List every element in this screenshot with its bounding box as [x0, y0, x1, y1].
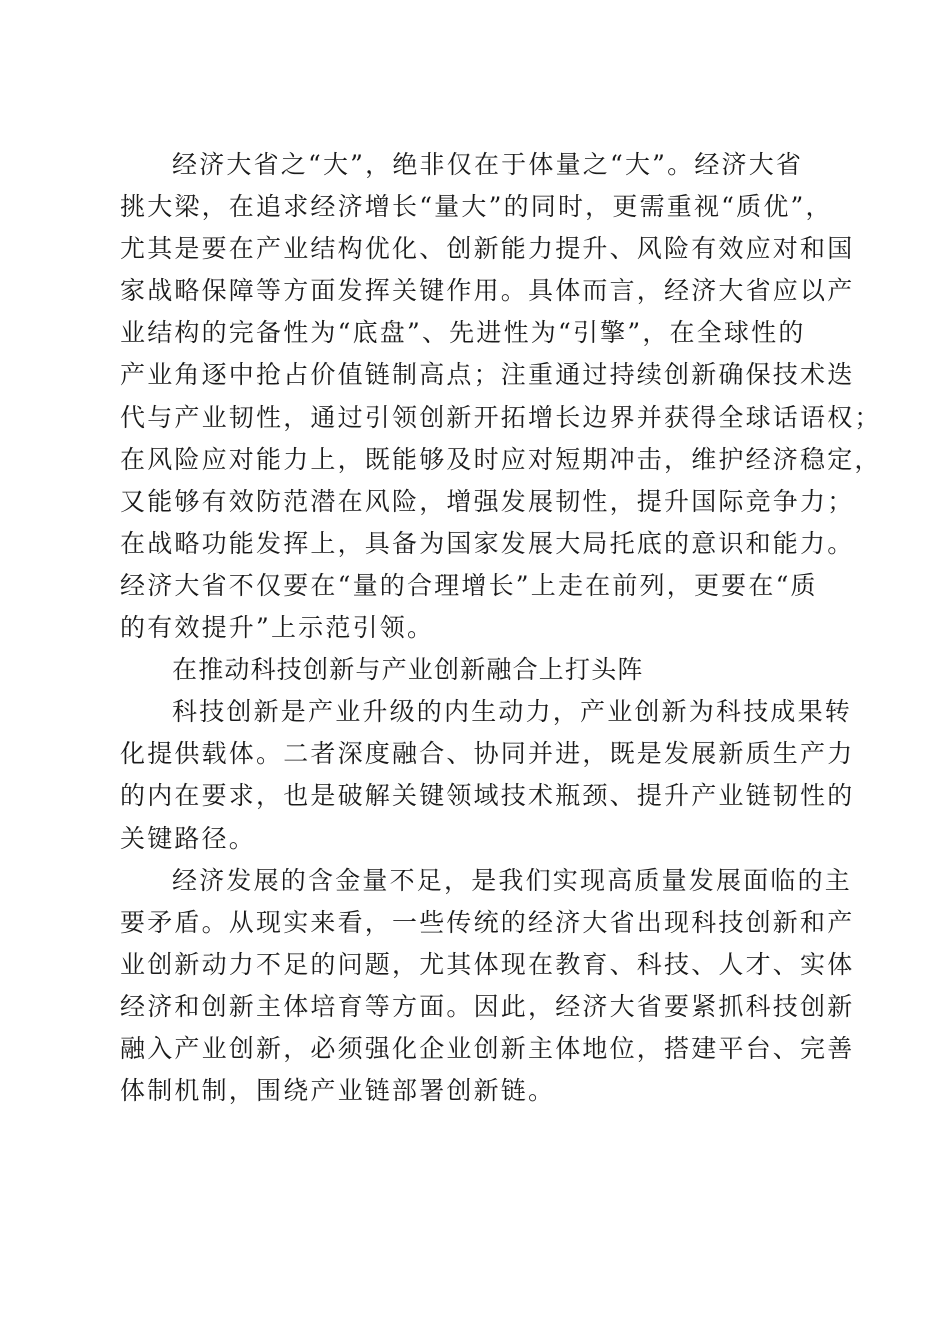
- text-line: 在战略功能发挥上，具备为国家发展大局托底的意识和能力。: [120, 528, 855, 558]
- text-line: 代与产业韧性，通过引领创新开拓增长边界并获得全球话语权；: [120, 402, 882, 432]
- text-line: 经济和创新主体培育等方面。因此，经济大省要紧抓科技创新: [120, 991, 855, 1021]
- paragraph-2: [120, 691, 855, 859]
- paragraph-1: [120, 144, 882, 649]
- paragraph-3: [120, 860, 855, 1113]
- text-line: 要矛盾。从现实来看，一些传统的经济大省出现科技创新和产: [120, 907, 855, 937]
- text-line: 的有效提升”上示范引领。: [120, 613, 435, 643]
- text-line: 融入产业创新，必须强化企业创新主体地位，搭建平台、完善: [120, 1033, 855, 1063]
- text-line: 体制机制，围绕产业链部署创新链。: [120, 1076, 556, 1106]
- text-line: 又能够有效防范潜在风险，增强发展韧性，提升国际竞争力；: [120, 486, 855, 516]
- text-line: 化提供载体。二者深度融合、协同并进，既是发展新质生产力: [120, 739, 855, 769]
- text-line: 家战略保障等方面发挥关键作用。具体而言，经济大省应以产: [120, 276, 855, 306]
- text-line: 经济大省不仅要在“量的合理增长”上走在前列，更要在“质: [120, 570, 818, 600]
- text-line: 经济发展的含金量不足，是我们实现高质量发展面临的主: [172, 865, 853, 895]
- text-line: 挑大梁，在追求经济增长“量大”的同时，更需重视“质优”，: [120, 192, 833, 222]
- heading-text: 在推动科技创新与产业创新融合上打头阵: [172, 655, 644, 685]
- text-line: 经济大省之“大”，绝非仅在于体量之“大”。经济大省: [172, 150, 804, 179]
- text-line: 业结构的完备性为“底盘”、先进性为“引擎”，在全球性的: [120, 318, 806, 348]
- text-line: 尤其是要在产业结构优化、创新能力提升、风险有效应对和国: [120, 234, 855, 264]
- text-line: 关键路径。: [120, 823, 257, 853]
- text-line: 在风险应对能力上，既能够及时应对短期冲击，维护经济稳定，: [120, 444, 882, 474]
- document-body: [120, 144, 882, 1112]
- text-line: 科技创新是产业升级的内生动力，产业创新为科技成果转: [172, 697, 853, 727]
- text-line: 产业角逐中抢占价值链制高点；注重通过持续创新确保技术迭: [120, 360, 855, 390]
- text-line: 的内在要求，也是破解关键领域技术瓶颈、提升产业链韧性的: [120, 781, 855, 811]
- text-line: 业创新动力不足的问题，尤其体现在教育、科技、人才、实体: [120, 949, 855, 979]
- section-heading: [120, 649, 834, 691]
